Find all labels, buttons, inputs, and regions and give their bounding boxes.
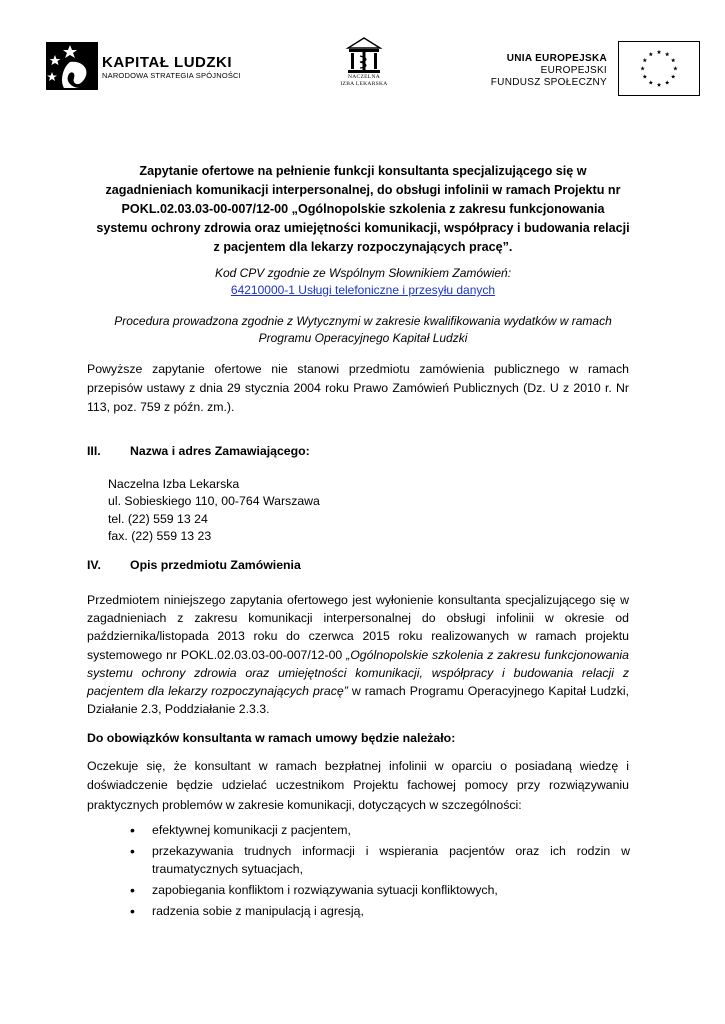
- eu-flag-icon: [618, 41, 700, 96]
- cpv-label: Kod CPV zgodnie ze Wspólnym Słownikiem Zamówień:: [214, 266, 512, 280]
- section-3-number: III.: [87, 444, 101, 458]
- subject-paragraph: [87, 591, 629, 718]
- document-title: Zapytanie ofertowe na pełnienie funkcji konsultanta specjalizującego się w zagadnieniach komunikacji interpersonalnej, do obsługi infolinii w ramach Projektu nr POKL.02.03.03-00-007/12-00 „Ogólnopolskie szkolenia z zakresu funkcjonowania systemu ochrony zdrowia oraz umiejętności komunikacji, współpracy i budowania relacji z pacjentem dla lekarzy rozpoczynających pracę”.: [96, 164, 630, 254]
- ue-wordmark: [491, 53, 607, 89]
- intro-paragraph: Powyższe zapytanie ofertowe nie stanowi przedmiotu zamówienia publicznego w ramach przepisów ustawy z dnia 29 stycznia 2004 roku Prawo Zamówień Publicznych (Dz. U z 2010 r. Nr 113, poz. 759 z późn. zm.).: [87, 362, 629, 414]
- eu-star: [657, 83, 661, 87]
- section-4-heading: [87, 558, 301, 572]
- section-3-heading: [87, 444, 310, 458]
- kapital-ludzki-subtitle: NARODOWA STRATEGIA SPÓJNOŚCI: [102, 71, 241, 80]
- eu-star: [643, 74, 647, 78]
- cpv-block: [96, 265, 630, 299]
- kapital-ludzki-title: KAPITAŁ LUDZKI: [102, 54, 233, 71]
- subject-text-a: Przedmiotem niniejszego zapytania ofertowego jest wyłonienie konsultanta specjalizującego się w zagadnieniach z zakresu komunikacji interpersonalnej do obsługi infolinii w okresie od października/listopada 2013 roku do czerwca 2015 roku realizowanych w ramach projektu systemowego nr POKL.02.03.03-00-007/12-00: [87, 593, 629, 662]
- eu-star: [671, 74, 675, 78]
- page-header: [0, 0, 725, 120]
- eu-star: [649, 80, 653, 84]
- eu-star: [649, 52, 653, 56]
- eu-star: [640, 66, 644, 70]
- nil-logo-line2: IZBA LEKARSKA: [340, 81, 388, 87]
- project-title-italic: „Ogólnopolskie szkolenia z zakresu funkcjonowania systemu ochrony zdrowia oraz umiejętności komunikacji, współpracy i budowania relacji z pacjentem dla lekarzy rozpoczynających pracę”: [87, 647, 629, 699]
- kapital-ludzki-logo: [46, 42, 98, 90]
- eu-star: [643, 58, 647, 62]
- section-3-title: Nazwa i adres Zamawiającego:: [130, 444, 310, 458]
- list-item: • zapobiegania konfliktom i rozwiązywania sytuacji konfliktowych,: [128, 881, 630, 899]
- ue-line1: UNIA EUROPEJSKA: [506, 53, 607, 64]
- list-item: • efektywnej komunikacji z pacjentem,: [128, 821, 630, 839]
- ue-line3: FUNDUSZ SPOŁECZNY: [490, 77, 607, 88]
- eu-star: [665, 80, 669, 84]
- address-line: Naczelna Izba Lekarska: [108, 477, 240, 491]
- section-4-number: IV.: [87, 558, 101, 572]
- cpv-code-link[interactable]: 64210000-1 Usługi telefoniczne i przesyłu danych: [230, 283, 496, 297]
- subject-text-b: w ramach Programu Operacyjnego Kapitał Ludzki, Działanie 2.3, Poddziałanie 2.3.3.: [87, 684, 629, 717]
- list-item: • radzenia sobie z manipulacją i agresją,: [128, 902, 630, 920]
- address-line: tel. (22) 559 13 24: [108, 511, 208, 526]
- nil-logo-line1: NACZELNA: [347, 74, 381, 80]
- duties-heading: Do obowiązków konsultanta w ramach umowy będzie należało:: [87, 731, 456, 745]
- expectations-paragraph: Oczekuje się, że konsultant w ramach bezpłatnej infolinii w oparciu o posiadaną wiedzę i doświadczenie będzie udzielać uczestnikom Projektu fachowej pomocy przy rozwiązywaniu praktycznych problemów w zakresie komunikacji, dotyczących w szczególności:: [87, 759, 629, 812]
- address-line: fax. (22) 559 13 23: [108, 528, 212, 543]
- eu-star: [665, 52, 669, 56]
- duties-list: [128, 821, 630, 923]
- eu-star: [657, 50, 661, 54]
- eu-star: [673, 66, 677, 70]
- ue-line2: EUROPEJSKI: [540, 65, 607, 76]
- naczelna-izba-lekarska-logo: [344, 36, 384, 96]
- eu-star: [671, 58, 675, 62]
- kapital-ludzki-wordmark: [102, 54, 241, 81]
- procedure-note: Procedura prowadzona zgodnie z Wytycznymi w zakresie kwalifikowania wydatków w ramach Programu Operacyjnego Kapitał Ludzki: [114, 314, 612, 345]
- address-line: ul. Sobieskiego 110, 00-764 Warszawa: [108, 494, 320, 509]
- contracting-authority-address: [108, 476, 320, 545]
- list-item: • przekazywania trudnych informacji i wspierania pacjentów oraz ich rodzin w traumatycznych sytuacjach,: [128, 842, 630, 878]
- section-4-title: Opis przedmiotu Zamówienia: [130, 558, 301, 572]
